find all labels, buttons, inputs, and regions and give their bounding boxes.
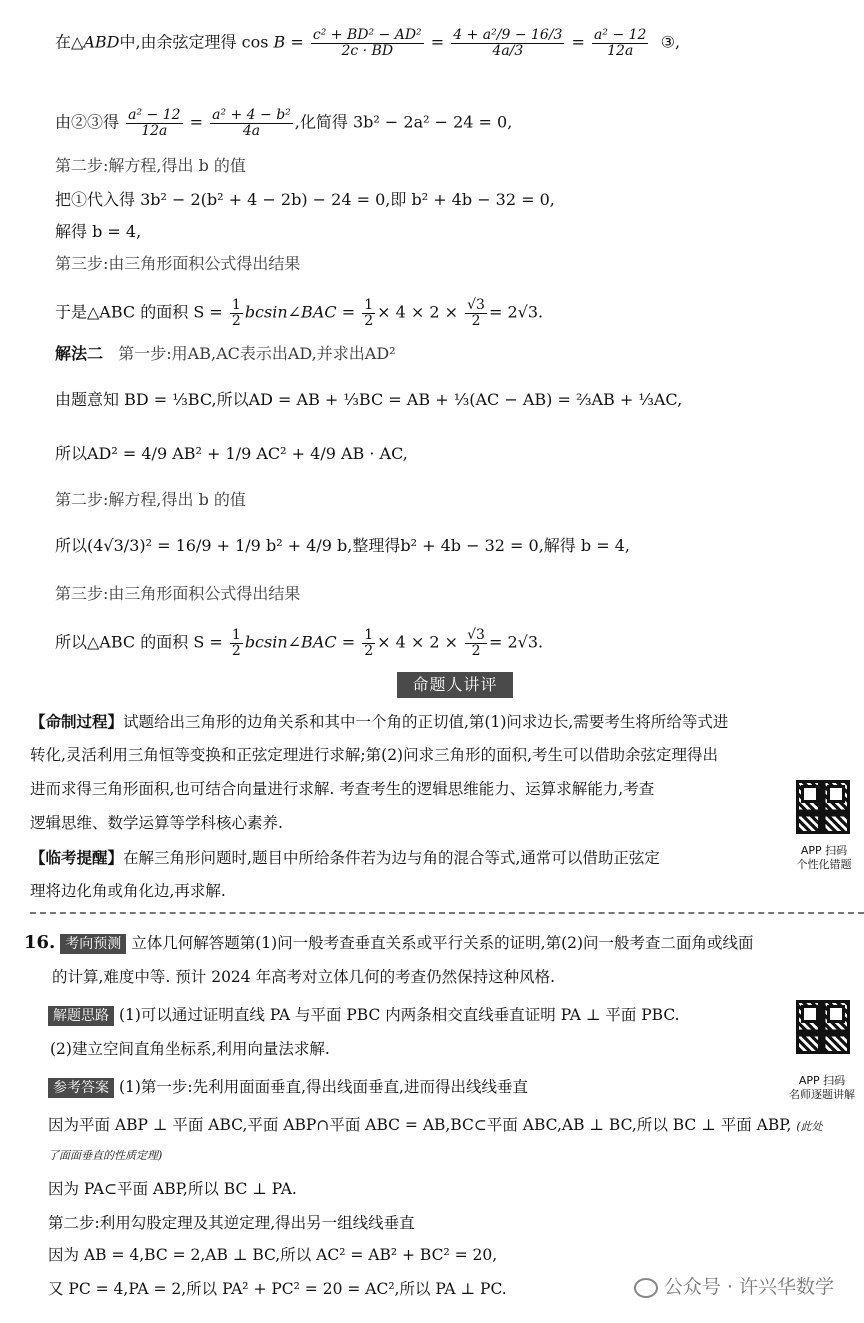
qr-code-icon-2[interactable] <box>796 1000 850 1054</box>
combine-line: 由②③得 $\frac{\text{a² − 12}}{12a}$ = $\frac{\text{a² + 4 − b²}}{4a}$ ,化简得 3b² − 2a² − 24 = 0, <box>55 107 513 139</box>
commentary-p1-line3: 进而求得三角形面积,也可结合向量进行求解. 考查考生的逻辑思维能力、运算求解能力,考查 <box>30 780 655 798</box>
area-line-2: 所以△ABC 的面积 S = $\frac{1}{2}$ bcsin∠BAC = $\frac{1}{2}$ × 4 × 2 × $\frac{√3}{2}$ = 2√3. <box>55 627 544 659</box>
commentary-p1-line4: 逻辑思维、数学运算等学科核心素养. <box>30 814 283 832</box>
solve-line: 解得 b = 4, <box>55 222 142 241</box>
fraction-half-2: $\frac{1}{2}$ <box>364 297 374 329</box>
fraction-cos-b: $\frac{\text{c² + BD² − AD²}}{2c \cdot BD}$ <box>312 27 422 59</box>
commentary-banner: 命题人讲评 <box>397 672 513 698</box>
tag-approach: 解题思路 <box>48 1006 114 1026</box>
vector-bd-line: 由题意知 BD = ⅓BC,所以AD = AB + ⅓BC = AB + ⅓(AC − AB) = ⅔AB + ⅓AC, <box>55 390 683 409</box>
step2-heading: 第二步:解方程,得出 b 的值 <box>55 156 246 175</box>
commentary-p1-line1: 【命制过程】试题给出三角形的边角关系和其中一个角的正切值,第(1)问求边长,需要考生将所给等式进 <box>30 712 729 731</box>
step3b-heading: 第三步:由三角形面积公式得出结果 <box>55 584 301 603</box>
commentary-p1-line2: 转化,灵活利用三角恒等变换和正弦定理进行求解;第(2)问求三角形的面积,考生可以借助余弦定理得出 <box>30 746 719 764</box>
q16-line10: 因为 AB = 4,BC = 2,AB ⊥ BC,所以 AC² = AB² + BC² = 20, <box>48 1246 498 1264</box>
fraction-half-3: $\frac{1}{2}$ <box>231 627 241 659</box>
fraction-half-4: $\frac{1}{2}$ <box>364 627 374 659</box>
step3-heading: 第三步:由三角形面积公式得出结果 <box>55 254 301 273</box>
cosine-law-line: 在△ABD中,由余弦定理得 cos B = $\frac{\text{c² + BD² − AD²}}{2c \cdot BD}$ = $\frac{\text{4 + a²/9 − 16/3}}{4a/3}$ = $\frac{\text{a² − 12}}{12a}$ ③, <box>55 27 681 59</box>
qr-caption-q16: APP 扫码 名师逐题讲解 <box>789 1074 855 1102</box>
watermark: 公众号 · 许兴华数学 <box>634 1272 834 1299</box>
q16-line3: 解题思路 (1)可以通过证明直线 PA 与平面 PBC 内两条相交直线垂直证明 PA ⊥ 平面 PBC. <box>48 1006 680 1026</box>
qr-caption-commentary: APP 扫码 个性化错题 <box>796 844 852 872</box>
q16-line11: 又 PC = 4,PA = 2,所以 PA² + PC² = 20 = AC²,所以 PA ⊥ PC. <box>48 1280 507 1298</box>
q16-line1: 16. 考向预测 立体几何解答题第(1)问一般考查垂直关系或平行关系的证明,第(2)问一般考查二面角或线面 <box>24 932 754 953</box>
wechat-icon <box>634 1278 658 1298</box>
fraction-simplified: $\frac{\text{a² − 12}}{12a}$ <box>594 27 647 59</box>
method2-heading: 解法二 第一步:用AB,AC表示出AD,并求出AD² <box>55 344 396 363</box>
q16-line5: 参考答案 (1)第一步:先利用面面垂直,得出线面垂直,进而得出线线垂直 <box>48 1078 528 1098</box>
substitute-line: 把①代入得 3b² − 2(b² + 4 − 2b) − 24 = 0,即 b² + 4b − 32 = 0, <box>55 190 555 209</box>
q16-line7: 了面面垂直的性质定理) <box>48 1149 163 1162</box>
step2b-heading: 第二步:解方程,得出 b 的值 <box>55 490 246 509</box>
fraction-substituted: $\frac{\text{4 + a²/9 − 16/3}}{4a/3}$ <box>453 27 563 59</box>
vector-ad2-line: 所以AD² = 4/9 AB² + 1/9 AC² + 4/9 AB · AC, <box>55 444 408 463</box>
q16-line8: 因为 PA⊂平面 ABP,所以 BC ⊥ PA. <box>48 1180 297 1198</box>
commentary-p2-line1: 【临考提醒】在解三角形问题时,题目中所给条件若为边与角的混合等式,通常可以借助正弦定 <box>30 848 660 867</box>
commentary-p2-line2: 理将边化角或角化边,再求解. <box>30 882 226 900</box>
fraction-half: $\frac{1}{2}$ <box>231 297 241 329</box>
qr-code-icon[interactable] <box>796 780 850 834</box>
equation-line: 所以(4√3/3)² = 16/9 + 1/9 b² + 4/9 b,整理得b² + 4b − 32 = 0,解得 b = 4, <box>55 536 630 555</box>
area-line-1: 于是△ABC 的面积 S = $\frac{1}{2}$ bcsin∠BAC = $\frac{1}{2}$ × 4 × 2 × $\frac{√3}{2}$ = 2√3. <box>55 297 544 329</box>
fraction-left: $\frac{\text{a² − 12}}{12a}$ <box>128 107 181 139</box>
q16-line4: (2)建立空间直角坐标系,利用向量法求解. <box>50 1040 330 1058</box>
q16-line9: 第二步:利用勾股定理及其逆定理,得出另一组线线垂直 <box>48 1214 415 1232</box>
fraction-sqrt3-half: $\frac{√3}{2}$ <box>467 297 485 329</box>
tag-forecast: 考向预测 <box>60 934 126 954</box>
tag-answer: 参考答案 <box>48 1078 114 1098</box>
fraction-sqrt3-half-2: $\frac{√3}{2}$ <box>467 627 485 659</box>
q16-line6: 因为平面 ABP ⊥ 平面 ABC,平面 ABP∩平面 ABC = AB,BC⊂平面 ABC,AB ⊥ BC,所以 BC ⊥ 平面 ABP, (此处 <box>48 1116 823 1134</box>
fraction-right: $\frac{\text{a² + 4 − b²}}{4a}$ <box>212 107 291 139</box>
q16-line2: 的计算,难度中等. 预计 2024 年高考对立体几何的考查仍然保持这种风格. <box>52 968 556 986</box>
